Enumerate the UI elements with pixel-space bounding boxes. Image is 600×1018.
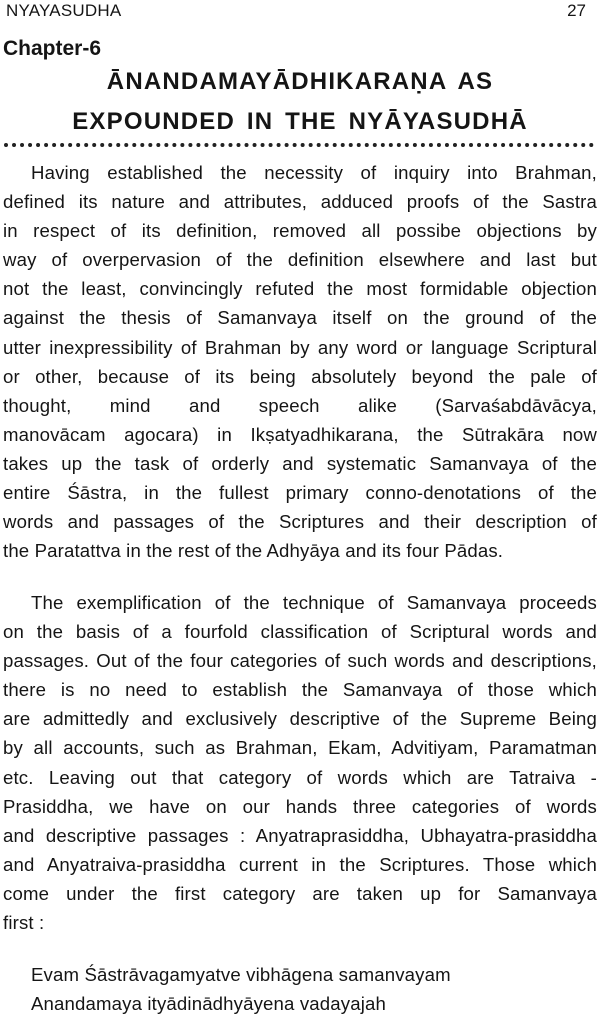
text-line: not the least, convincingly refuted the most formidable objection [3,278,597,300]
running-head [6,0,586,22]
running-head-title: NYAYASUDHA [6,1,122,20]
chapter-title [0,62,600,142]
page-number: 27 [567,1,586,20]
text-line: come under the first category are taken up for Samanvaya [3,882,597,904]
text-line: thought, mind and speech alike (Sarvaśabdāvācya, [3,394,597,416]
text-line: words and passages of the Scriptures and their description of [3,511,597,533]
text-line: first : [3,912,45,934]
text-line: manovācam agocara) in Ikṣatyadhikarana, the Sūtrakāra now [3,423,597,445]
chapter-label: Chapter-6 [3,37,102,60]
text-line: defined its nature and attributes, adduced proofs of the Sastra [3,191,597,213]
text-line: against the thesis of Samanvaya itself on the ground of the [3,307,597,329]
paragraph-1 [3,158,597,565]
text-line: passages. Out of the four categories of such words and descriptions, [3,650,597,672]
verse-quotation [31,960,451,1018]
text-line: or other, because of its being absolutely beyond the pale of [3,365,597,387]
text-line: in respect of its definition, removed all possibe objections by [3,220,597,242]
chapter-title-line: ĀNANDAMAYĀDHIKARAṆA AS [106,68,494,95]
text-line: there is no need to establish the Samanvaya of those which [3,679,597,701]
verse-line: Evam Śāstrāvagamyatve vibhāgena samanvayam [31,964,451,985]
text-line: Having established the necessity of inquiry into Brahman, [31,162,597,183]
text-line: and Anyatraiva-prasiddha current in the Scriptures. Those which [3,853,597,875]
text-line: and descriptive passages : Anyatraprasiddha, Ubhayatra-prasiddha [3,824,597,846]
text-line: way of overpervasion of the definition elsewhere and last but [3,249,597,271]
text-line: The exemplification of the technique of Samanvaya proceeds [31,592,597,613]
text-line: are admittedly and exclusively descriptive of the Supreme Being [3,708,597,730]
text-line: takes up the task of orderly and systematic Samanvaya of the [3,452,597,474]
text-line: entire Śāstra, in the fullest primary conno-denotations of the [3,482,597,504]
text-line: etc. Leaving out that category of words which are Tatraiva - [3,766,597,788]
text-line: on the basis of a fourfold classification of Scriptural words and [3,621,597,643]
text-line: Prasiddha, we have on our hands three categories of words [3,795,597,817]
verse-line: Anandamaya ityādinādhyāyena vadayajah [31,993,386,1014]
chapter-title-line: EXPOUNDED IN THE NYĀYASUDHĀ [72,108,528,135]
paragraph-2 [3,588,597,937]
text-line: by all accounts, such as Brahman, Ekam, Advitiyam, Paramatman [3,737,597,759]
dotted-divider [4,143,594,147]
text-line: the Paratattva in the rest of the Adhyāya and its four Pādas. [3,540,504,562]
text-line: utter inexpressibility of Brahman by any word or language Scriptural [3,336,597,358]
